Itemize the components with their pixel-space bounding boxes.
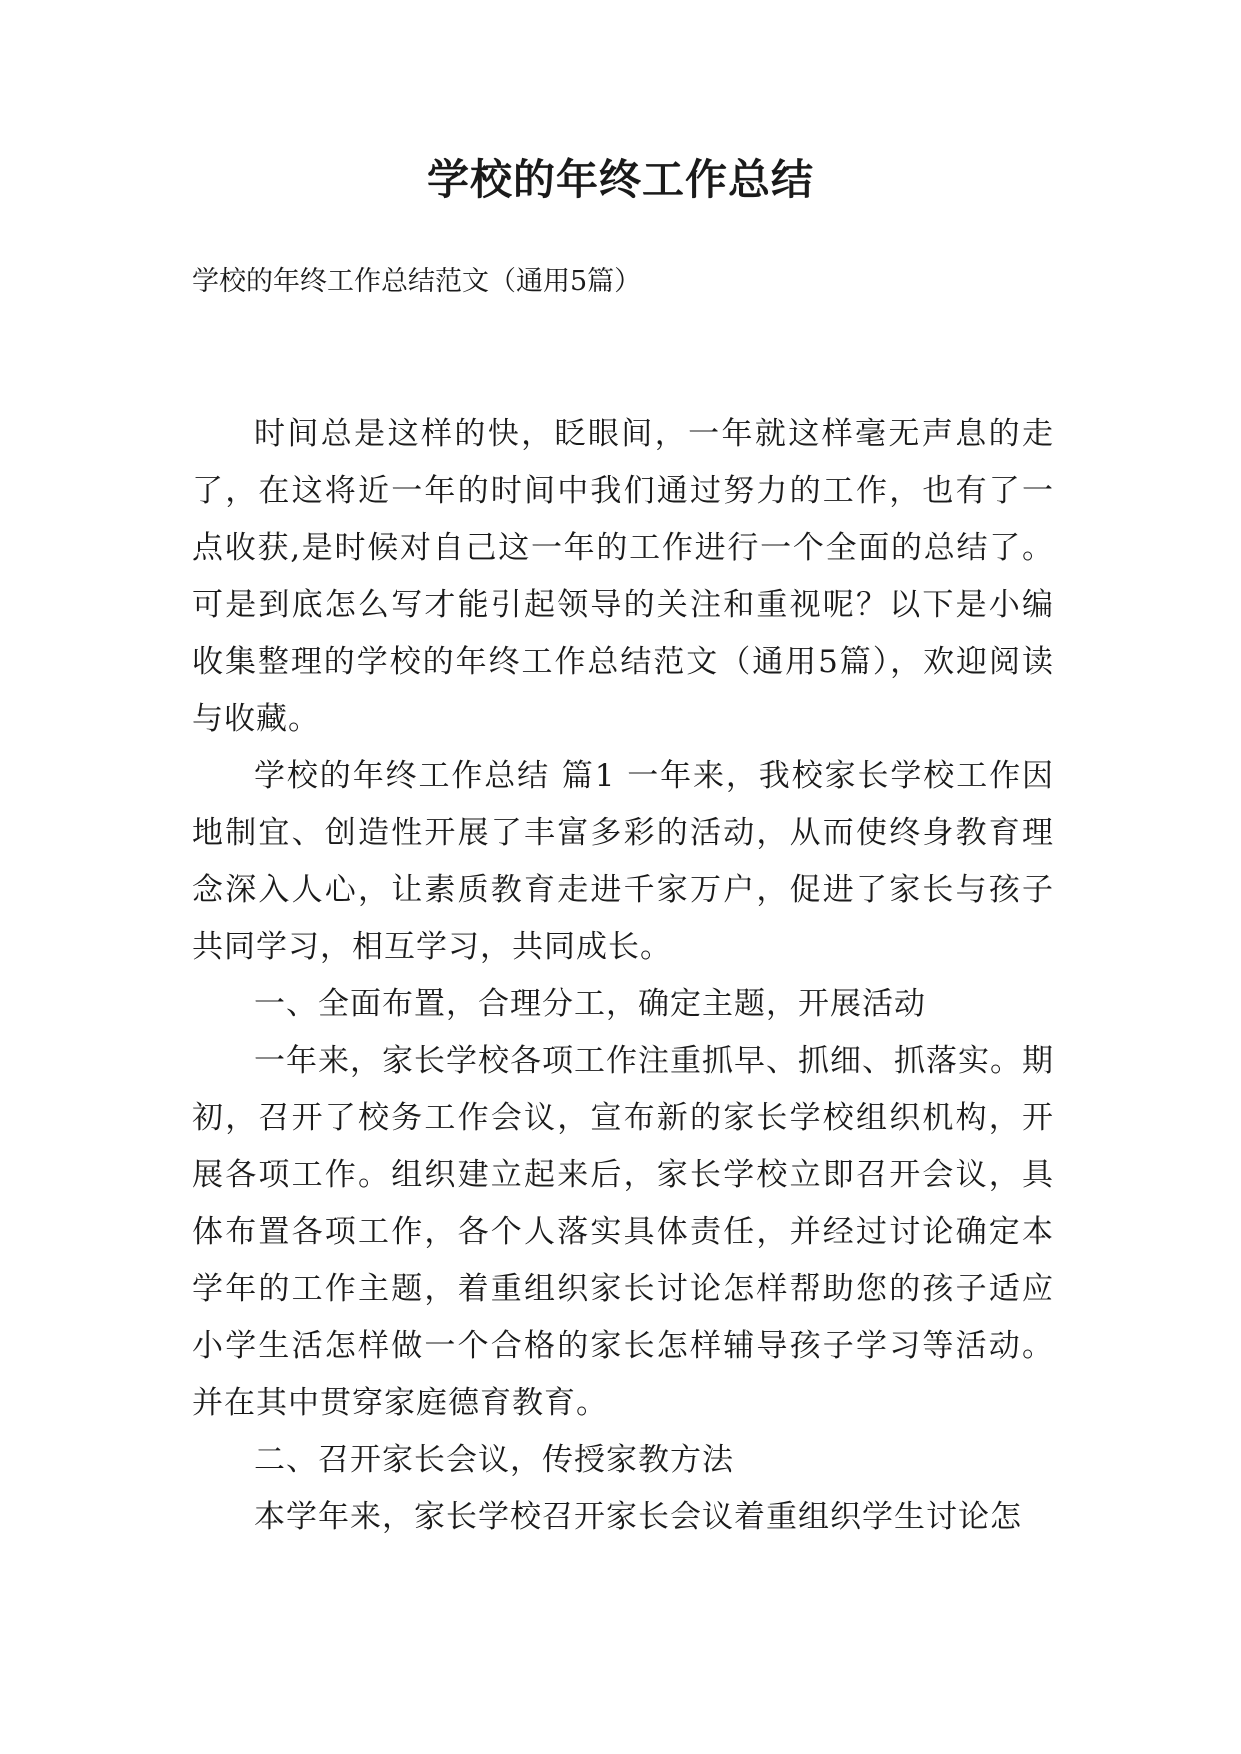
document-title: 学校的年终工作总结 [426, 155, 814, 204]
paragraph-article-1-opening: 学校的年终工作总结 篇1 一年来，我校家长学校工作因地制宜、创造性开展了丰富多彩的活动，从而使终身教育理念深入人心，让素质教育走进千家万户，促进了家长与孩子共同学习，相互学习，共同成长。 [192, 758, 1054, 965]
paragraph-section-1: 一年来，家长学校各项工作注重抓早、抓细、抓落实。期初，召开了校务工作会议，宣布新的家长学校组织机构，开展各项工作。组织建立起来后，家长学校立即召开会议，具体布置各项工作，各个人落实具体责任，并经过讨论确定本学年的工作主题，着重组织家长讨论怎样帮助您的孩子适应小学生活怎样做一个合格的家长怎样辅导孩子学习等活动。并在其中贯穿家庭德育教育。 [192, 1043, 1054, 1421]
paragraph-intro: 时间总是这样的快，眨眼间，一年就这样毫无声息的走了，在这将近一年的时间中我们通过努力的工作，也有了一点收获,是时候对自己这一年的工作进行一个全面的总结了。可是到底怎么写才能引起领导的关注和重视呢？以下是小编收集整理的学校的年终工作总结范文（通用5篇），欢迎阅读与收藏。 [192, 416, 1054, 737]
section-heading-1: 一、全面布置，合理分工，确定主题，开展活动 [254, 986, 926, 1022]
paragraph-section-2: 本学年来，家长学校召开家长会议着重组织学生讨论怎 [254, 1499, 1022, 1535]
document-subtitle: 学校的年终工作总结范文（通用5篇） [192, 266, 642, 297]
section-heading-2: 二、召开家长会议，传授家教方法 [254, 1442, 734, 1478]
document-body [192, 406, 1054, 1546]
